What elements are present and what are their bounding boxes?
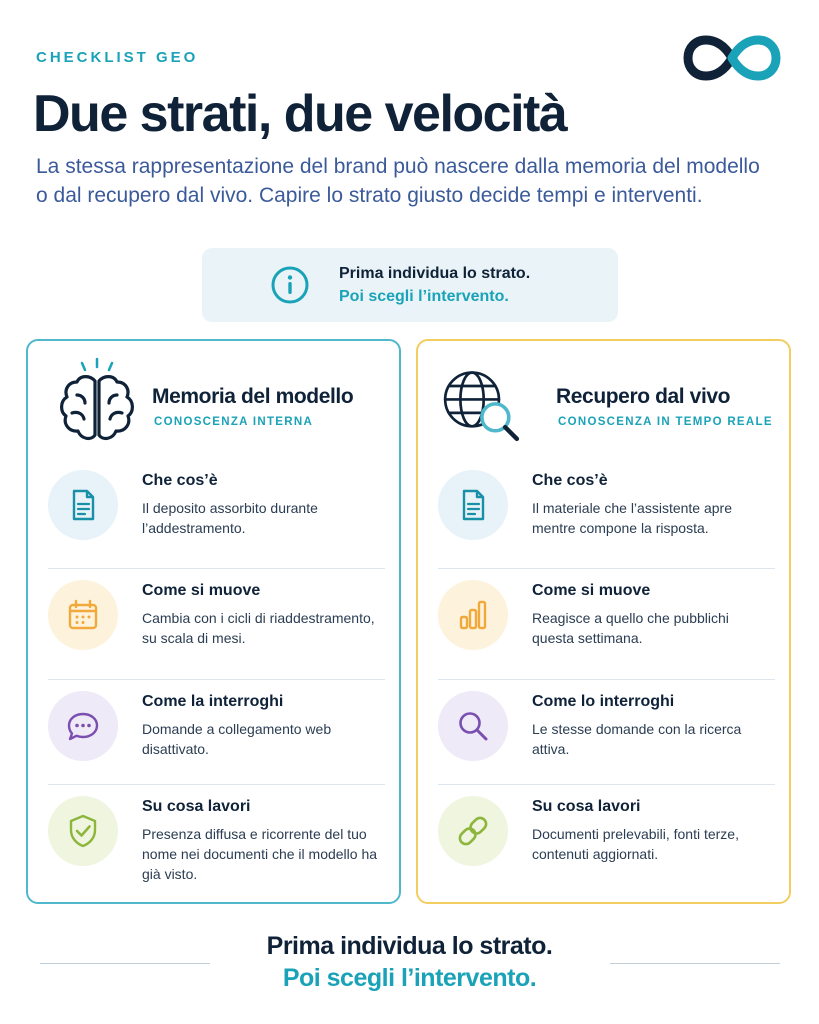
eyebrow-label: CHECKLIST GEO: [36, 49, 199, 66]
divider: [48, 568, 385, 569]
bar-chart-icon: [455, 597, 491, 633]
row-title: Che cos’è: [142, 472, 218, 489]
row-title: Su cosa lavori: [142, 798, 251, 815]
row-text: Presenza diffusa e ricorrente del tuo nome nei documenti che il modello ha già visto.: [142, 826, 378, 882]
row-title: Come si muove: [532, 582, 651, 599]
infinity-logo-icon: [680, 32, 784, 84]
callout-line-2: Poi scegli l’intervento.: [339, 288, 509, 305]
shield-check-icon: [65, 813, 101, 849]
magnifier-icon: [455, 708, 491, 744]
row-title: Come si muove: [142, 582, 261, 599]
callout-box: [202, 248, 618, 322]
row-text: Il materiale che l’assistente apre mentre compone la risposta.: [532, 500, 732, 536]
divider: [438, 679, 775, 680]
page-subtitle: La stessa rappresentazione del brand può nascere dalla memoria del modello o dal recupero dal vivo. Capire lo strato giusto decide tempi e interventi.: [36, 155, 760, 207]
card-title: Memoria del modello: [152, 385, 354, 408]
row-title: Che cos’è: [532, 472, 608, 489]
row-title: Su cosa lavori: [532, 798, 641, 815]
page-title: Due strati, due velocità: [33, 85, 567, 143]
footer-line-2: Poi scegli l’intervento.: [282, 964, 537, 992]
row-title: Come la interroghi: [142, 693, 284, 710]
document-icon: [455, 487, 491, 523]
globe-search-icon: [438, 357, 524, 449]
divider: [48, 784, 385, 785]
document-icon: [65, 487, 101, 523]
calendar-icon: [65, 597, 101, 633]
row-text: Documenti prelevabili, fonti terze, contenuti aggiornati.: [532, 826, 739, 862]
divider: [438, 568, 775, 569]
card-model-memory: [26, 339, 401, 904]
row-text: Domande a collegamento web disattivato.: [142, 721, 332, 757]
row-text: Reagisce a quello che pubblichi questa settimana.: [532, 610, 729, 646]
divider: [438, 784, 775, 785]
link-icon: [455, 813, 491, 849]
card-live-retrieval: [416, 339, 791, 904]
card-title: Recupero dal vivo: [556, 385, 731, 408]
row-title: Come lo interroghi: [532, 693, 675, 710]
row-text: Il deposito assorbito durante l’addestramento.: [142, 500, 318, 536]
callout-line-1: Prima individua lo strato.: [339, 265, 531, 282]
divider: [48, 679, 385, 680]
info-icon: [270, 265, 310, 305]
row-text: Cambia con i cicli di riaddestramento, su scala di mesi.: [142, 610, 375, 646]
card-subtitle: CONOSCENZA INTERNA: [154, 416, 314, 428]
chat-bubble-icon: [65, 708, 101, 744]
brain-icon: [54, 357, 140, 449]
card-subtitle: CONOSCENZA IN TEMPO REALE: [558, 416, 773, 428]
footer-line-1: Prima individua lo strato.: [266, 932, 553, 960]
row-text: Le stesse domande con la ricerca attiva.: [532, 721, 742, 757]
